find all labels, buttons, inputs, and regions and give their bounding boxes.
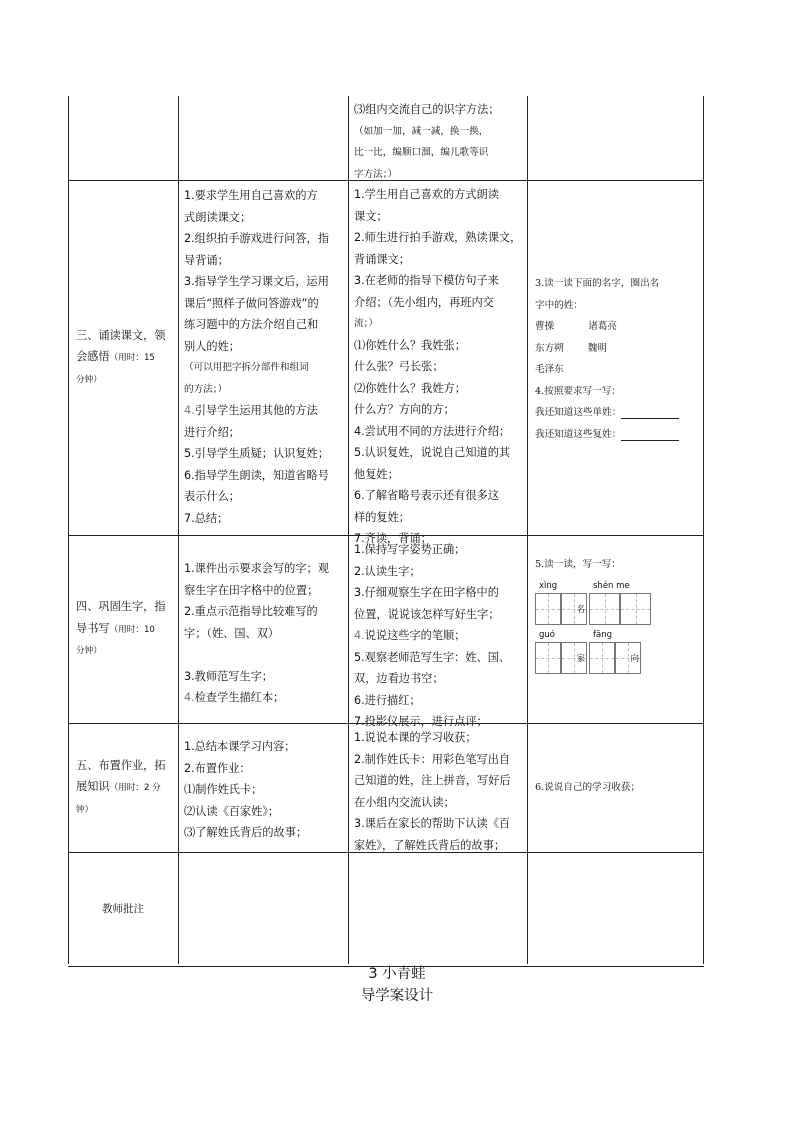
tianzige-item: [535, 629, 587, 674]
stage-title-line2: 会感悟（用时：15: [76, 350, 155, 364]
teacher-activity-line: 5.引导学生质疑；认识复姓；: [184, 447, 329, 460]
teacher-activity-line: 表示什么；: [184, 490, 240, 503]
name-list-row: 毛泽东: [535, 364, 564, 375]
teacher-activity-line: 进行介绍；: [184, 425, 240, 439]
name-list-row: 东方朔 魏明: [535, 342, 607, 354]
stage-title: 四、巩固生字，指: [76, 600, 166, 614]
teacher-activity-line: 导背诵；: [184, 253, 229, 267]
teacher-activity-line: 1.课件出示要求会写的字；观: [184, 562, 329, 575]
teacher-activity-note: 的方法；）: [184, 383, 228, 395]
exercise-instruction: 5.读一读，写一写：: [535, 559, 621, 570]
student-activity-line: 4.说说这些字的笔顺；: [354, 629, 466, 642]
table-row: [68, 853, 704, 967]
exercise-instruction: 6.说说自己的学习收获；: [535, 782, 641, 794]
student-activity-line: 样的复姓；: [354, 510, 410, 524]
teacher-activity-cell: [178, 536, 348, 723]
answer-blank[interactable]: [621, 428, 679, 441]
student-activity-line: 4.尝试用不同的方法进行介绍；: [354, 424, 511, 438]
tianzige-box: 向: [615, 642, 641, 674]
teacher-activity-line: 3.指导学生学习课文后，运用: [184, 275, 329, 288]
exercise-instruction: 3.读一读下面的名字，圈出名: [535, 278, 660, 289]
student-activity-line: （如加一加，减一减，换一换，: [354, 125, 489, 137]
stage-title: 三、诵读课文，领: [76, 328, 166, 342]
teacher-activity-line: 练习题中的方法介绍自己和: [184, 318, 319, 331]
stage-title-line2: 导书写（用时：10: [76, 621, 155, 635]
fill-blank-compound-surname: 我还知道这些复姓：: [535, 424, 700, 446]
student-activity-line: 在小组内交流认读；: [354, 795, 455, 809]
pinyin-label: shén me: [593, 580, 630, 591]
student-activity-line: 比一比，编顺口溜，编儿歌等识: [354, 147, 489, 158]
student-activity-line: 家姓》，了解姓氏背后的故事；: [354, 838, 506, 852]
tianzige-box[interactable]: [535, 593, 561, 625]
stage-duration: 分钟）: [76, 374, 102, 385]
stage-cell: [68, 181, 178, 535]
teacher-activity-line: 2.重点示范指导比较难写的: [184, 605, 318, 618]
answer-blank[interactable]: [621, 406, 679, 419]
student-activity-line: 5.认识复姓，说说自己知道的其: [354, 446, 511, 459]
document-subtitle: 导学案设计: [360, 988, 434, 1004]
tianzige-box[interactable]: [535, 642, 561, 674]
tianzige-box: 名: [561, 593, 587, 625]
teacher-activity-line: 6.指导学生朗读，知道省略号: [184, 468, 329, 482]
tianzige-item: [589, 629, 641, 674]
student-activity-line: ⑵你姓什么？我姓方；: [354, 381, 466, 395]
tianzige-item: [535, 580, 587, 625]
teacher-activity-line: 7.总结；: [184, 511, 229, 525]
student-activity-line: 3.在老师的指导下模仿句子来: [354, 274, 499, 287]
student-activity-line: 3.仔细观察生字在田字格中的: [354, 586, 499, 599]
student-activity-line: 3.课后在家长的帮助下认读《百: [354, 817, 511, 830]
teacher-activity-line: 2.布置作业：: [184, 761, 251, 775]
teacher-activity-line: ⑵认读《百家姓》；: [184, 804, 280, 818]
teacher-activity-line: 式朗读课文；: [184, 210, 252, 224]
stage-title-line2: 展知识（用时：2 分: [76, 780, 161, 794]
student-activity-line: 5.观察老师范写生字：姓、国、: [354, 650, 511, 664]
exercise-cell: [527, 724, 704, 852]
pinyin-label: xìng: [539, 580, 558, 591]
fill-blank-single-surname: 我还知道这些单姓：: [535, 402, 700, 424]
teacher-activity-line: 察生字在田字格中的位置；: [184, 583, 319, 597]
stage-cell: [68, 96, 178, 180]
teacher-activity-line: 别人的姓；: [184, 339, 240, 353]
student-activity-line: 1.学生用自己喜欢的方式朗读: [354, 188, 499, 201]
exercise-cell: [527, 96, 704, 180]
student-activity-line: 双，边看边书空；: [354, 672, 444, 685]
exercise-cell: [527, 536, 704, 723]
stage-cell: [68, 853, 178, 966]
student-activity-cell: [348, 96, 527, 180]
student-activity-cell: [348, 536, 527, 728]
student-activity-line: 2.制作姓氏卡：用彩色笔写出自: [354, 752, 511, 766]
student-activity-line: 己知道的姓，注上拼音，写好后: [354, 774, 511, 787]
student-activity-line: 介绍；（先小组内，再班内交: [354, 295, 494, 309]
teacher-activity-cell: [178, 96, 348, 180]
teacher-activity-line: 1.总结本课学习内容；: [184, 740, 296, 753]
tianzige-box: 家: [561, 642, 587, 674]
stage-cell: [68, 724, 178, 852]
student-activity-line: 1.说说本课的学习收获；: [354, 731, 477, 744]
tianzige-box[interactable]: [620, 593, 651, 625]
table-row: [68, 96, 704, 181]
teacher-activity-cell: [178, 724, 348, 852]
stage-title: 五、布置作业，拓: [76, 758, 166, 772]
teacher-activity-line: ⑶了解姓氏背后的故事；: [184, 826, 308, 839]
teacher-activity-line: 4.引导学生运用其他的方法: [184, 404, 318, 417]
exercise-instruction: 4.按照要求写一写：: [535, 385, 621, 397]
teacher-activity-note: （可以用把字拆分部件和组词: [184, 362, 309, 373]
teacher-activity-line: 4.检查学生描红本；: [184, 691, 285, 704]
tianzige-box[interactable]: [589, 593, 620, 625]
student-activity-cell: [348, 724, 527, 852]
annotation-cell[interactable]: [178, 853, 348, 966]
name-list-row: 曹操 诸葛亮: [535, 321, 617, 332]
annotation-cell[interactable]: [527, 853, 704, 966]
student-activity-line: 7.齐读，背诵；: [354, 532, 432, 545]
student-activity-line: 6.进行描红；: [354, 693, 421, 707]
student-activity-line: 流；）: [354, 318, 378, 329]
stage-cell: [68, 536, 178, 723]
pinyin-label: guó: [539, 629, 555, 640]
teacher-activity-line: 2.组织拍手游戏进行问答，指: [184, 232, 329, 245]
teacher-activity-line: 课后“照样子做问答游戏”的: [184, 296, 319, 310]
student-activity-line: 7.投影仪展示，进行点评；: [354, 715, 488, 728]
student-activity-line: 2.认读生字；: [354, 564, 421, 578]
teacher-annotation-label: 教师批注: [102, 902, 144, 915]
student-activity-line: 他复姓；: [354, 467, 399, 481]
student-activity-line: 课文；: [354, 209, 388, 223]
lesson-plan-table: [68, 96, 704, 967]
student-activity-line: ⑴你姓什么？我姓张；: [354, 338, 466, 352]
lesson-title: 3 小青蛙: [368, 966, 426, 982]
student-activity-line: 位置，说说该怎样写好生字；: [354, 607, 500, 621]
student-activity-cell: [348, 181, 527, 545]
table-row: [68, 724, 704, 853]
stage-duration: 分钟）: [76, 646, 102, 657]
teacher-activity-line: ⑴制作姓氏卡；: [184, 783, 263, 796]
student-activity-line: 6.了解省略号表示还有很多这: [354, 489, 499, 502]
student-activity-line: 1.保持写字姿势正确；: [354, 543, 466, 556]
tianzige-box[interactable]: [589, 642, 615, 674]
table-row: [68, 536, 704, 728]
exercise-cell: [527, 181, 704, 535]
teacher-activity-line: 3.教师范写生字；: [184, 669, 273, 683]
exercise-instruction: 字中的姓：: [535, 299, 583, 311]
student-activity-line: ⑶组内交流自己的识字方法；: [354, 103, 500, 116]
tianzige-group: [535, 580, 700, 678]
student-activity-line: 2.师生进行拍手游戏，熟读课文，: [354, 231, 522, 244]
teacher-activity-line: [184, 644, 342, 666]
student-activity-line: 字方法；）: [354, 168, 398, 180]
student-activity-line: 什么方？方向的方；: [354, 403, 455, 416]
table-row: [68, 181, 704, 545]
teacher-activity-cell: [178, 181, 348, 535]
teacher-activity-line: 字；（姓、国、双）: [184, 626, 280, 640]
annotation-cell[interactable]: [348, 853, 527, 966]
student-activity-line: 背诵课文；: [354, 252, 410, 266]
teacher-activity-line: 1.要求学生用自己喜欢的方: [184, 189, 318, 202]
stage-duration: 钟）: [76, 804, 94, 815]
student-activity-line: 什么张？弓长张；: [354, 360, 444, 373]
pinyin-label: fāng: [593, 629, 612, 640]
tianzige-item: [589, 580, 651, 625]
